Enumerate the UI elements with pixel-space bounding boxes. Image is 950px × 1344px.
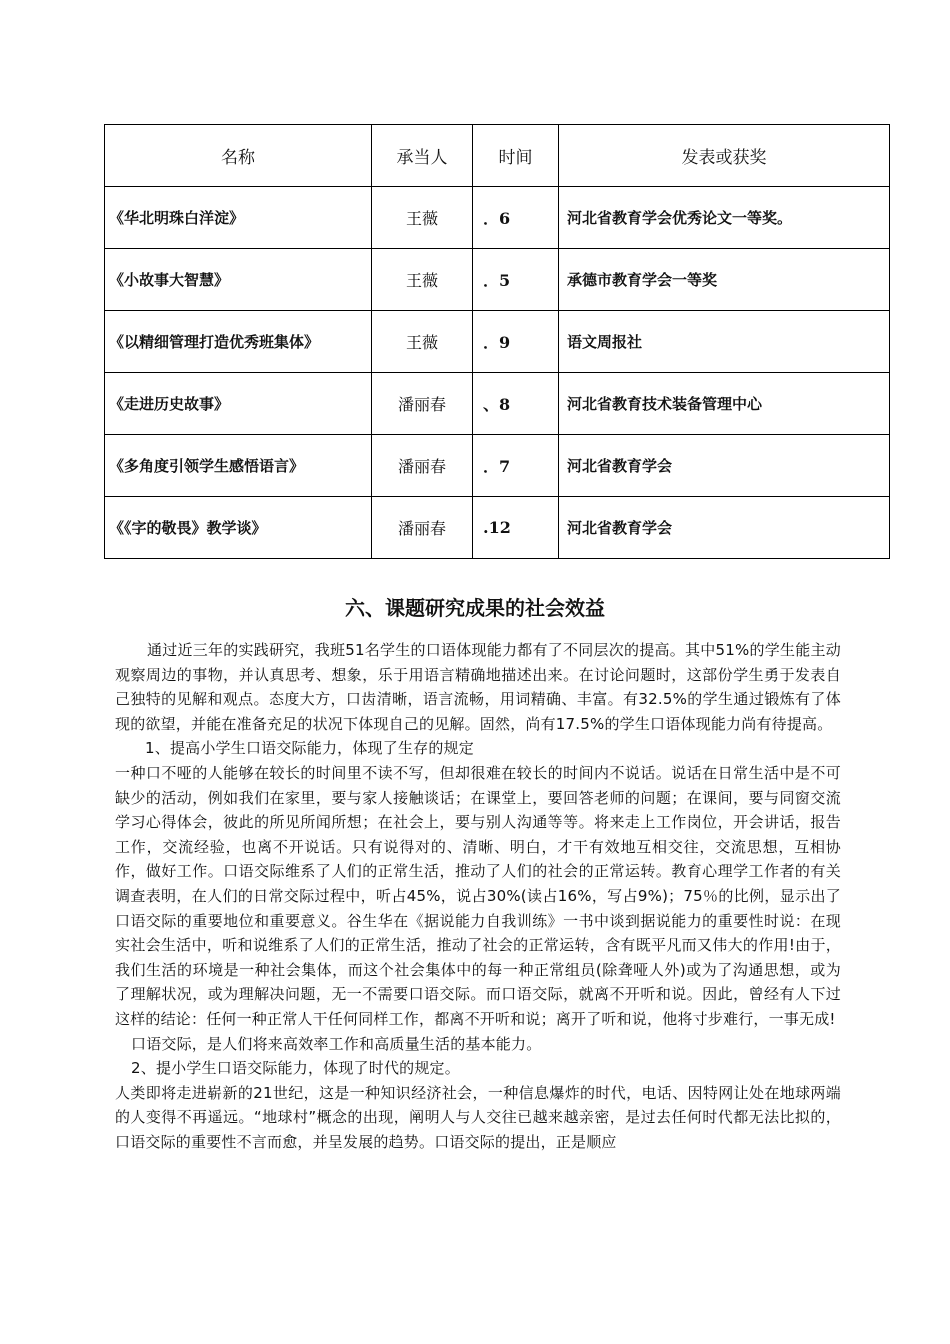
header-time: 时间 xyxy=(473,125,559,187)
cell-title: 《走进历史故事》 xyxy=(105,373,372,435)
cell-title: 《以精细管理打造优秀班集体》 xyxy=(105,311,372,373)
table-row xyxy=(105,311,890,373)
cell-title: 《华北明珠白洋淀》 xyxy=(105,187,372,249)
subheading-2: 2、提小学生口语交际能力，体现了时代的规定。 xyxy=(131,1059,460,1078)
cell-award: 河北省教育技术装备管理中心 xyxy=(559,373,890,435)
table-row xyxy=(105,435,890,497)
header-award: 发表或获奖 xyxy=(559,125,890,187)
cell-person: 王薇 xyxy=(372,249,473,311)
results-table xyxy=(104,124,890,559)
table-row xyxy=(105,497,890,559)
cell-time: ．9 xyxy=(473,311,559,373)
cell-title: 《《字的敬畏》教学谈》 xyxy=(105,497,372,559)
cell-person: 王薇 xyxy=(372,311,473,373)
table-row xyxy=(105,187,890,249)
cell-time: ．7 xyxy=(473,435,559,497)
header-name: 名称 xyxy=(105,125,372,187)
cell-person: 潘丽春 xyxy=(372,373,473,435)
header-person: 承当人 xyxy=(372,125,473,187)
table-row xyxy=(105,373,890,435)
table-row xyxy=(105,249,890,311)
paragraph-basic-ability: 口语交际，是人们将来高效率工作和高质量生活的基本能力。 xyxy=(131,1034,542,1053)
paragraph-survival: 一种口不哑的人能够在较长的时间里不读不写，但却很难在较长的时间内不说话。说话在日常生活中是不可缺少的活动，例如我们在家里，要与家人接触谈话；在课堂上，要回答老师的问题；在课间，要与同窗交流学习心得体会，彼此的所见所闻所想；在社会上，要与别人沟通等等。将来走上工作岗位，开会讲话，报告工作，交流经验，也离不开说话。只有说得对的、清晰、明白，才干有效地互相交往，交流思想，互相协作，做好工作。口语交际维系了人们的正常生活，推动了人们的社会的正常运转。教育心理学工作者的有关调查表明，在人们的日常交际过程中，听占45%，说占30%(读占16%，写占9%)；75％的比例，显示出了口语交际的重要地位和重要意义。谷生华在《据说能力自我训练》一书中谈到据说能力的重要性时说：在现实社会生活中，听和说维系了人们的正常生活，推动了社会的正常运转，含有既平凡而又伟大的作用!由于，我们生活的环境是一种社会集体，而这个社会集体中的每一种正常组员(除聋哑人外)或为了沟通思想，或为了理解状况，或为理解决问题，无一不需要口语交际。而口语交际，就离不开听和说。因此，曾经有人下过这样的结论：任何一种正常人干任何同样工作，都离不开听和说；离开了听和说，他将寸步难行，一事无成! xyxy=(115,763,841,1028)
subheading-1: 1、提高小学生口语交际能力，体现了生存的规定 xyxy=(145,739,474,758)
cell-award: 河北省教育学会优秀论文一等奖。 xyxy=(559,187,890,249)
paragraph-intro: 通过近三年的实践研究，我班51名学生的口语体现能力都有了不同层次的提高。其中51%的学生能主动观察周边的事物，并认真思考、想象，乐于用语言精确地描述出来。在讨论问题时，这部份学生勇于发表自己独特的见解和观点。态度大方，口齿清晰，语言流畅，用词精确、丰富。有32.5%的学生通过锻炼有了体现的欲望，并能在准备充足的状况下体现自己的见解。固然，尚有17.5%的学生口语体现能力尚有待提高。 xyxy=(115,641,841,733)
cell-time: 、8 xyxy=(473,373,559,435)
cell-person: 王薇 xyxy=(372,187,473,249)
body-text xyxy=(115,638,841,1154)
section-title: 六、课题研究成果的社会效益 xyxy=(345,596,605,620)
cell-award: 语文周报社 xyxy=(559,311,890,373)
cell-time: .12 xyxy=(473,497,559,559)
cell-title: 《小故事大智慧》 xyxy=(105,249,372,311)
cell-award: 河北省教育学会 xyxy=(559,435,890,497)
cell-time: ．5 xyxy=(473,249,559,311)
cell-title: 《多角度引领学生感悟语言》 xyxy=(105,435,372,497)
table-header-row xyxy=(105,125,890,187)
cell-person: 潘丽春 xyxy=(372,435,473,497)
cell-person: 潘丽春 xyxy=(372,497,473,559)
cell-award: 河北省教育学会 xyxy=(559,497,890,559)
paragraph-era: 人类即将走进崭新的21世纪，这是一种知识经济社会，一种信息爆炸的时代，电话、因特网让处在地球两端的人变得不再遥远。“地球村”概念的出现，阐明人与人交往已越来越亲密，是过去任何时代都无法比拟的，口语交际的重要性不言而愈，并呈发展的趋势。口语交际的提出，正是顺应 xyxy=(115,1083,841,1151)
cell-award: 承德市教育学会一等奖 xyxy=(559,249,890,311)
cell-time: ．6 xyxy=(473,187,559,249)
